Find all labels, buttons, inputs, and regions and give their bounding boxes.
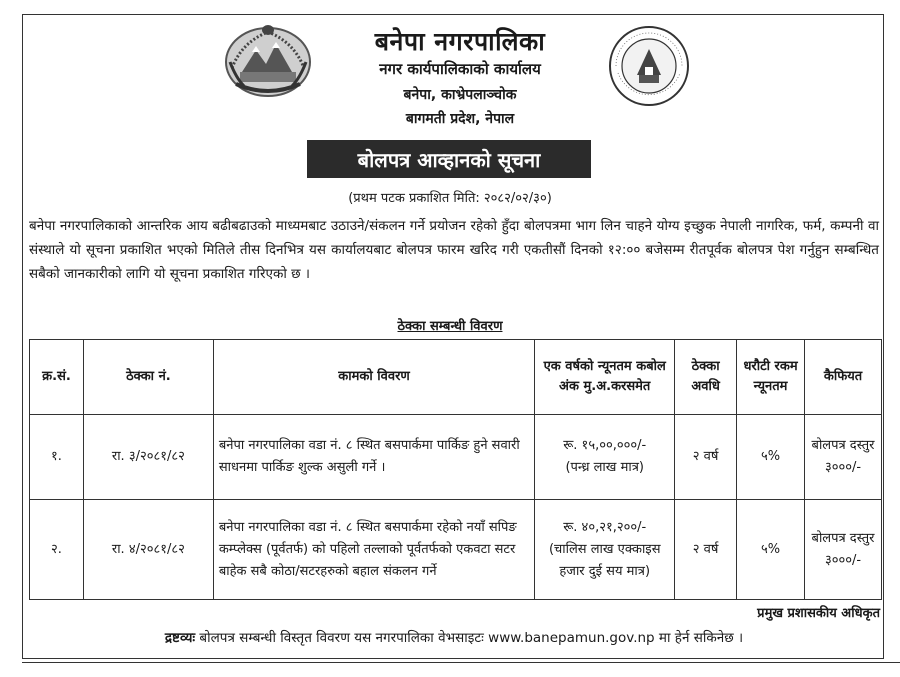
col-remarks: कैफियत [805, 340, 882, 415]
row-sn: २. [30, 500, 84, 600]
table-title: ठेक्का सम्बन्धी विवरण [397, 319, 503, 334]
col-contract-no: ठेक्का नं. [83, 340, 213, 415]
min-bid-words: (पन्ध्र लाख मात्र) [565, 460, 644, 475]
row-description: बनेपा नगरपालिका वडा नं. ८ स्थित बसपार्कमा पार्किङ हुने सवारी साधनमा पार्किङ शुल्क असुली गर्ने । [213, 415, 534, 500]
col-min-bid: एक वर्षको न्यूनतम कबोल अंक मु.अ.करसमेत [535, 340, 675, 415]
published-date: (प्रथम पटक प्रकाशित मिति: २०८२/०२/३०) [348, 191, 552, 206]
address-line-2: बागमती प्रदेश, नेपाल [405, 111, 515, 127]
min-bid-amount: रू. ४०,२१,२००/- [563, 519, 647, 535]
col-duration: ठेक्का अवधि [675, 340, 737, 415]
address-line-1: बनेपा, काभ्रेपलाञ्चोक [403, 87, 517, 103]
row-min-bid [535, 415, 675, 500]
office-name: नगर कार्यपालिकाको कार्यालय [379, 60, 541, 78]
notice-title: बोलपत्र आव्हानको सूचना [307, 140, 591, 178]
footer-note [29, 628, 879, 646]
banepa-municipality-seal-icon [608, 25, 690, 107]
row-min-bid [535, 500, 675, 600]
org-name: बनेपा नगरपालिका [374, 27, 546, 56]
note-label: द्रष्टव्यः [164, 630, 196, 646]
note-text: बोलपत्र सम्बन्धी विस्तृत विवरण यस नगरपालिका वेभसाइटः www.banepamun.gov.np मा हेर्न सकिनेछ । [199, 630, 744, 646]
row-deposit: ५% [737, 415, 805, 500]
col-deposit: धरौटी रकम न्यूनतम [737, 340, 805, 415]
table-row [30, 415, 882, 500]
nepal-emblem-icon [222, 22, 314, 100]
row-duration: २ वर्ष [675, 415, 737, 500]
row-sn: १. [30, 415, 84, 500]
signatory: प्रमुख प्रशासकीय अधिकृत [757, 606, 880, 621]
row-deposit: ५% [737, 500, 805, 600]
min-bid-words: (चालिस लाख एक्काइस हजार दुई सय मात्र) [548, 541, 661, 579]
row-remarks: बोलपत्र दस्तुर ३०००/- [805, 500, 882, 600]
col-description: कामको विवरण [213, 340, 534, 415]
table-header-row [30, 340, 882, 415]
tender-table [29, 339, 882, 600]
col-sn: क्र.सं. [30, 340, 84, 415]
row-duration: २ वर्ष [675, 500, 737, 600]
divider [22, 662, 900, 663]
min-bid-amount: रू. १५,००,०००/- [563, 438, 647, 453]
row-contract-no: रा. ४/२०८१/८२ [83, 500, 213, 600]
notice-body: बनेपा नगरपालिकाको आन्तरिक आय बढीबढाउको माध्यमबाट उठाउने/संकलन गर्ने प्रयोजन रहेको हुँदा बोलपत्रमा भाग लिन चाहने योग्य इच्छुक नेपाली नागरिक, फर्म, कम्पनी वा संस्थाले यो सूचना प्रकाशित भएको मितिले तीस दिनभित्र यस कार्यालयबाट बोलपत्र फारम खरिद गरी एकतीसौं दिनको १२:०० बजेसम्म रीतपूर्वक बोलपत्र पेश गर्नुहुन सम्बन्धित सबैको जानकारीको लागि यो सूचना प्रकाशित गरिएको छ । [29, 218, 879, 282]
row-remarks: बोलपत्र दस्तुर ३०००/- [805, 415, 882, 500]
row-description: बनेपा नगरपालिका वडा नं. ८ स्थित बसपार्कमा रहेको नयाँ सपिङ कम्प्लेक्स (पूर्वतर्फ) को पहिलो तल्लाको पूर्वतर्फको एकवटा सटर बाहेक सबै कोठा/सटरहरुको बहाल संकलन गर्ने [213, 500, 534, 600]
row-contract-no: रा. ३/२०८१/८२ [83, 415, 213, 500]
table-row [30, 500, 882, 600]
